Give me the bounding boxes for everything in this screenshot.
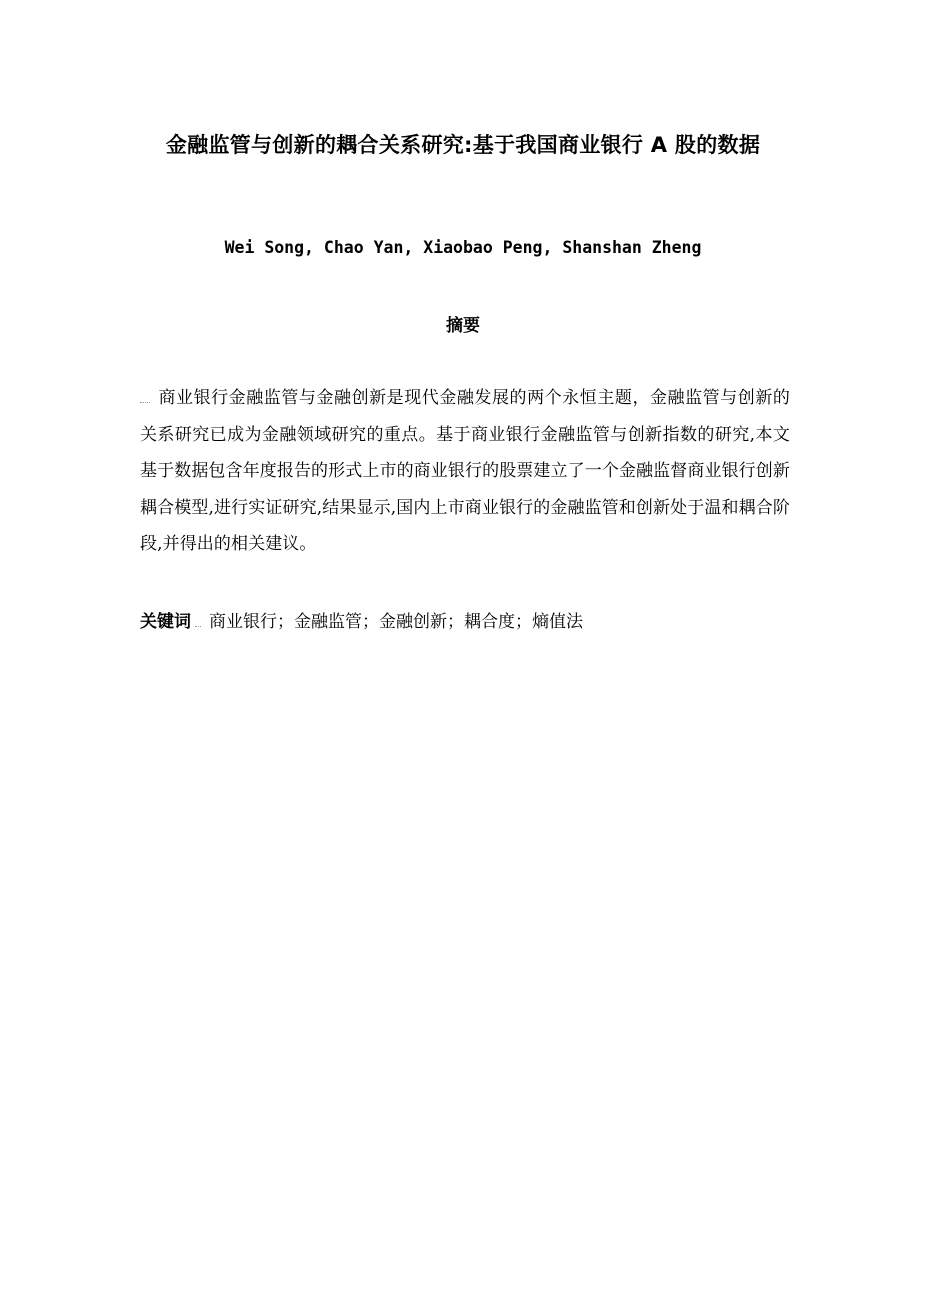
- abstract-text: 商业银行金融监管与金融创新是现代金融发展的两个永恒主题，金融监管与创新的关系研究已成为金融领域研究的重点。基于商业银行金融监管与创新指数的研究,本文基于数据包含年度报告的形式上市的商业银行的股票建立了一个金融监督商业银行创新耦合模型,进行实证研究,结果显示,国内上市商业银行的金融监管和创新处于温和耦合阶段,并得出的相关建议。: [140, 388, 790, 554]
- author-list: Wei Song, Chao Yan, Xiaobao Peng, Shanshan Zheng: [224, 238, 702, 257]
- keywords-line: [140, 606, 790, 638]
- abstract-heading: 摘要: [446, 316, 480, 336]
- keywords-label: 关键词: [140, 612, 191, 632]
- keywords-marker-icon: [195, 618, 201, 627]
- paper-title: 金融监管与创新的耦合关系研究:基于我国商业银行 A 股的数据: [165, 133, 761, 157]
- paragraph-marker-icon: [140, 394, 150, 403]
- keywords-text: 商业银行；金融监管；金融创新；耦合度；熵值法: [209, 612, 583, 632]
- abstract-paragraph: [140, 380, 790, 563]
